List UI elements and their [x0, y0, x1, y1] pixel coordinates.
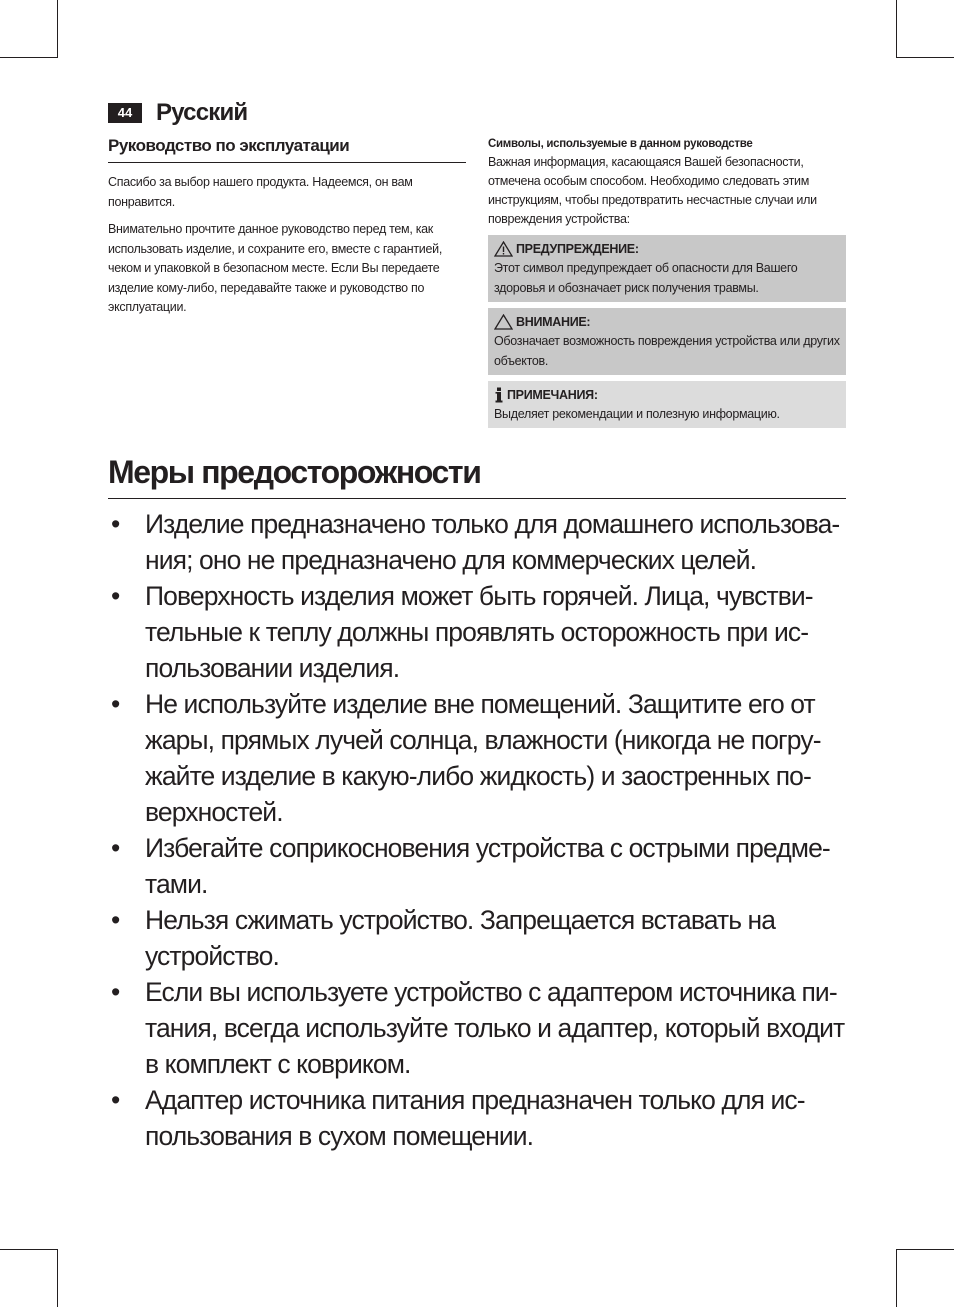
list-item: [108, 1082, 846, 1154]
page-header: [108, 98, 247, 128]
warning-box: [488, 235, 846, 302]
crop-mark-bottom-right-horizontal: [896, 1249, 954, 1250]
bullet-icon: •: [111, 581, 120, 611]
list-item: [108, 686, 846, 830]
info-icon: [494, 387, 504, 403]
caution-box-title: [494, 313, 840, 331]
note-label: ПРИМЕЧАНИЯ:: [507, 388, 598, 402]
warning-triangle-icon: [494, 241, 513, 257]
manual-paragraph: Внимательно прочтите данное руководство перед тем, как использовать изделие, и сохраните его, вместе с гарантией, чеком и упаковкой в безопасном месте. Если Вы передаете изделие кому-либо, передавайте также и руководство по эксплуатации.: [108, 222, 442, 314]
manual-paragraph: Спасибо за выбор нашего продукта. Надеемся, он вам понравится.: [108, 175, 413, 209]
note-box: [488, 381, 846, 428]
symbols-intro: Важная информация, касающаяся Вашей безопасности, отмечена особым способом. Необходимо следовать этим инструкциям, чтобы предотвратить несчастные случаи или повреждения устройства:: [488, 155, 817, 226]
crop-mark-top-right-vertical: [896, 0, 897, 58]
bullet-icon: •: [111, 977, 120, 1007]
precautions-title: Меры предосторожности: [108, 452, 846, 499]
caution-text: Обозначает возможность повреждения устройства или других объектов.: [494, 334, 840, 368]
bullet-icon: •: [111, 905, 120, 935]
caution-label: ВНИМАНИЕ:: [516, 315, 591, 329]
manual-section: [108, 136, 466, 318]
list-item-text: Изделие предназначено только для домашнего использова-ния; оно не предназначено для коммерческих целей.: [145, 509, 840, 575]
crop-mark-bottom-left-horizontal: [0, 1249, 58, 1250]
list-item-text: Адаптер источника питания предназначен только для ис-пользования в сухом помещении.: [145, 1085, 805, 1151]
caution-box: [488, 308, 846, 375]
note-text: Выделяет рекомендации и полезную информацию.: [494, 407, 780, 421]
crop-mark-bottom-left-vertical: [57, 1249, 58, 1307]
crop-mark-top-left-horizontal: [0, 57, 58, 58]
symbols-title: Символы, используемые в данном руководстве: [488, 138, 753, 150]
bullet-icon: •: [111, 509, 120, 539]
warning-text: Этот символ предупреждает об опасности для Вашего здоровья и обозначает риск получения травмы.: [494, 261, 798, 295]
warning-label: ПРЕДУПРЕЖДЕНИЕ:: [516, 242, 639, 256]
list-item: [108, 830, 846, 902]
crop-mark-bottom-right-vertical: [896, 1249, 897, 1307]
list-item-text: Поверхность изделия может быть горячей. Лица, чувстви-тельные к теплу должны проявлять осторожность при ис-пользовании изделия.: [145, 581, 813, 683]
symbols-section: [488, 136, 846, 428]
list-item-text: Нельзя сжимать устройство. Запрещается вставать на устройство.: [145, 905, 776, 971]
list-item-text: Если вы используете устройство с адаптером источника пи-тания, всегда используйте только и адаптер, который входит в комплект с ковриком.: [145, 977, 845, 1079]
bullet-icon: •: [111, 689, 120, 719]
list-item-text: Избегайте соприкосновения устройства с острыми предме-тами.: [145, 833, 830, 899]
manual-title: Руководство по эксплуатации: [108, 136, 466, 163]
list-item: [108, 506, 846, 578]
warning-box-title: [494, 240, 840, 258]
list-item: [108, 902, 846, 974]
list-item: [108, 974, 846, 1082]
page-number: 44: [108, 103, 142, 123]
list-item: [108, 578, 846, 686]
list-item-text: Не используйте изделие вне помещений. Защитите его от жары, прямых лучей солнца, влажности (никогда не погру-жайте изделие в какую-либо жидкость) и заостренных по-верхностей.: [145, 689, 821, 827]
language-title: Русский: [156, 99, 248, 126]
precautions-list: [108, 506, 846, 1154]
crop-mark-top-right-horizontal: [896, 57, 954, 58]
note-box-title: [494, 386, 840, 404]
caution-triangle-icon: [494, 314, 513, 330]
crop-mark-top-left-vertical: [57, 0, 58, 58]
bullet-icon: •: [111, 833, 120, 863]
bullet-icon: •: [111, 1085, 120, 1115]
